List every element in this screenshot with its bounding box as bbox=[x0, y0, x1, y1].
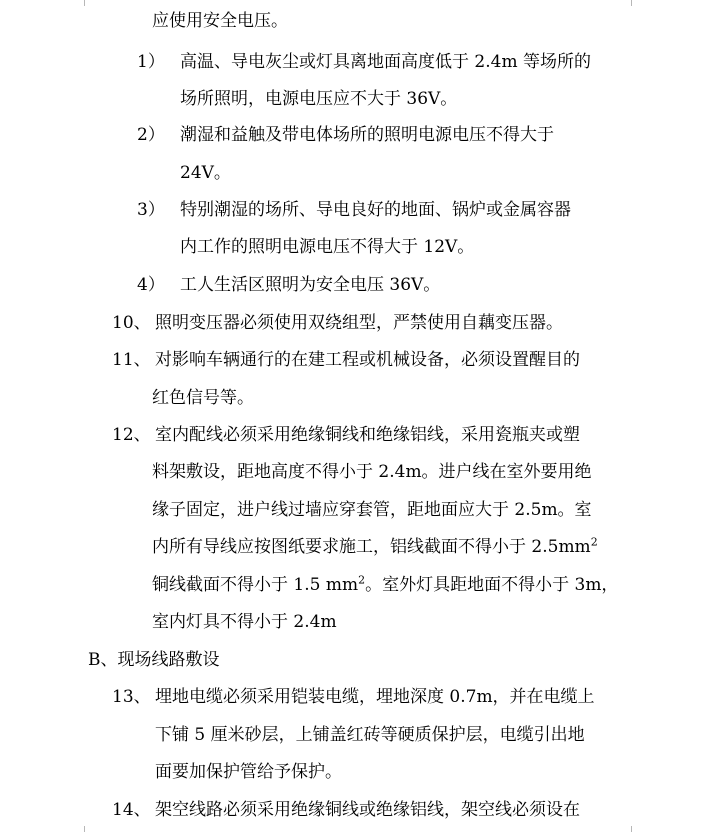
item-text: 工人生活区照明为安全电压 36V。 bbox=[180, 275, 441, 295]
continuation-line: 应使用安全电压。 bbox=[152, 11, 288, 31]
item-text: 高温、导电灰尘或灯具离地面高度低于 2.4m 等场所的 bbox=[180, 52, 591, 72]
item-text: 潮湿和益触及带电体场所的照明电源电压不得大于 bbox=[180, 125, 554, 145]
superscript: 2 bbox=[358, 573, 366, 587]
item-text: 室内配线必须采用绝缘铜线和绝缘铝线，采用瓷瓶夹或塑 bbox=[155, 425, 580, 445]
item-number: 3） bbox=[137, 200, 165, 220]
item-text: 特别潮湿的场所、导电良好的地面、锅炉或金属容器 bbox=[180, 200, 571, 220]
item-text: 24V。 bbox=[180, 163, 231, 183]
item-text: 缘子固定，进户线过墙应穿套管，距地面应大于 2.5m。室 bbox=[152, 500, 592, 520]
item-text: 照明变压器必须使用双绕组型，严禁使用自藕变压器。 bbox=[155, 313, 563, 333]
section-heading: B、现场线路敷设 bbox=[88, 650, 220, 670]
item-text-segment: 内所有导线应按图纸要求施工，铝线截面不得小于 2.5mm bbox=[152, 537, 591, 557]
item-number: 13、 bbox=[112, 687, 151, 707]
superscript: 2 bbox=[590, 535, 598, 549]
item-number: 12、 bbox=[112, 425, 151, 445]
crop-mark-top-left bbox=[84, 0, 85, 6]
item-text bbox=[152, 536, 598, 558]
item-number: 2） bbox=[137, 125, 165, 145]
item-text: 红色信号等。 bbox=[152, 388, 254, 408]
item-text: 架空线路必须采用绝缘铜线或绝缘铝线，架空线必须设在 bbox=[155, 800, 580, 820]
item-number: 1） bbox=[137, 52, 165, 72]
item-text: 对影响车辆通行的在建工程或机械设备，必须设置醒目的 bbox=[155, 350, 580, 370]
item-text: 室内灯具不得小于 2.4m bbox=[152, 612, 337, 632]
crop-mark-bottom-left bbox=[84, 826, 85, 832]
item-text: 场所照明，电源电压应不大于 36V。 bbox=[180, 89, 458, 109]
item-text-segment: 铜线截面不得小于 1.5 mm bbox=[152, 575, 359, 595]
item-number: 10、 bbox=[112, 313, 151, 333]
item-text bbox=[152, 574, 618, 596]
item-text: 内工作的照明电源电压不得大于 12V。 bbox=[180, 237, 475, 257]
item-text: 料架敷设，距地高度不得小于 2.4m。进户线在室外要用绝 bbox=[152, 462, 592, 482]
item-text: 面要加保护管给予保护。 bbox=[155, 762, 342, 782]
crop-mark-bottom-right bbox=[631, 826, 632, 832]
item-number: 11、 bbox=[112, 350, 151, 370]
crop-mark-top-right bbox=[631, 0, 632, 6]
item-text-segment: 。室外灯具距地面不得小于 3m， bbox=[365, 575, 619, 595]
item-number: 14、 bbox=[112, 800, 151, 820]
item-text: 下铺 5 厘米砂层，上铺盖红砖等硬质保护层，电缆引出地 bbox=[155, 725, 585, 745]
item-number: 4） bbox=[137, 275, 165, 295]
item-text: 埋地电缆必须采用铠装电缆，埋地深度 0.7m，并在电缆上 bbox=[155, 687, 595, 707]
